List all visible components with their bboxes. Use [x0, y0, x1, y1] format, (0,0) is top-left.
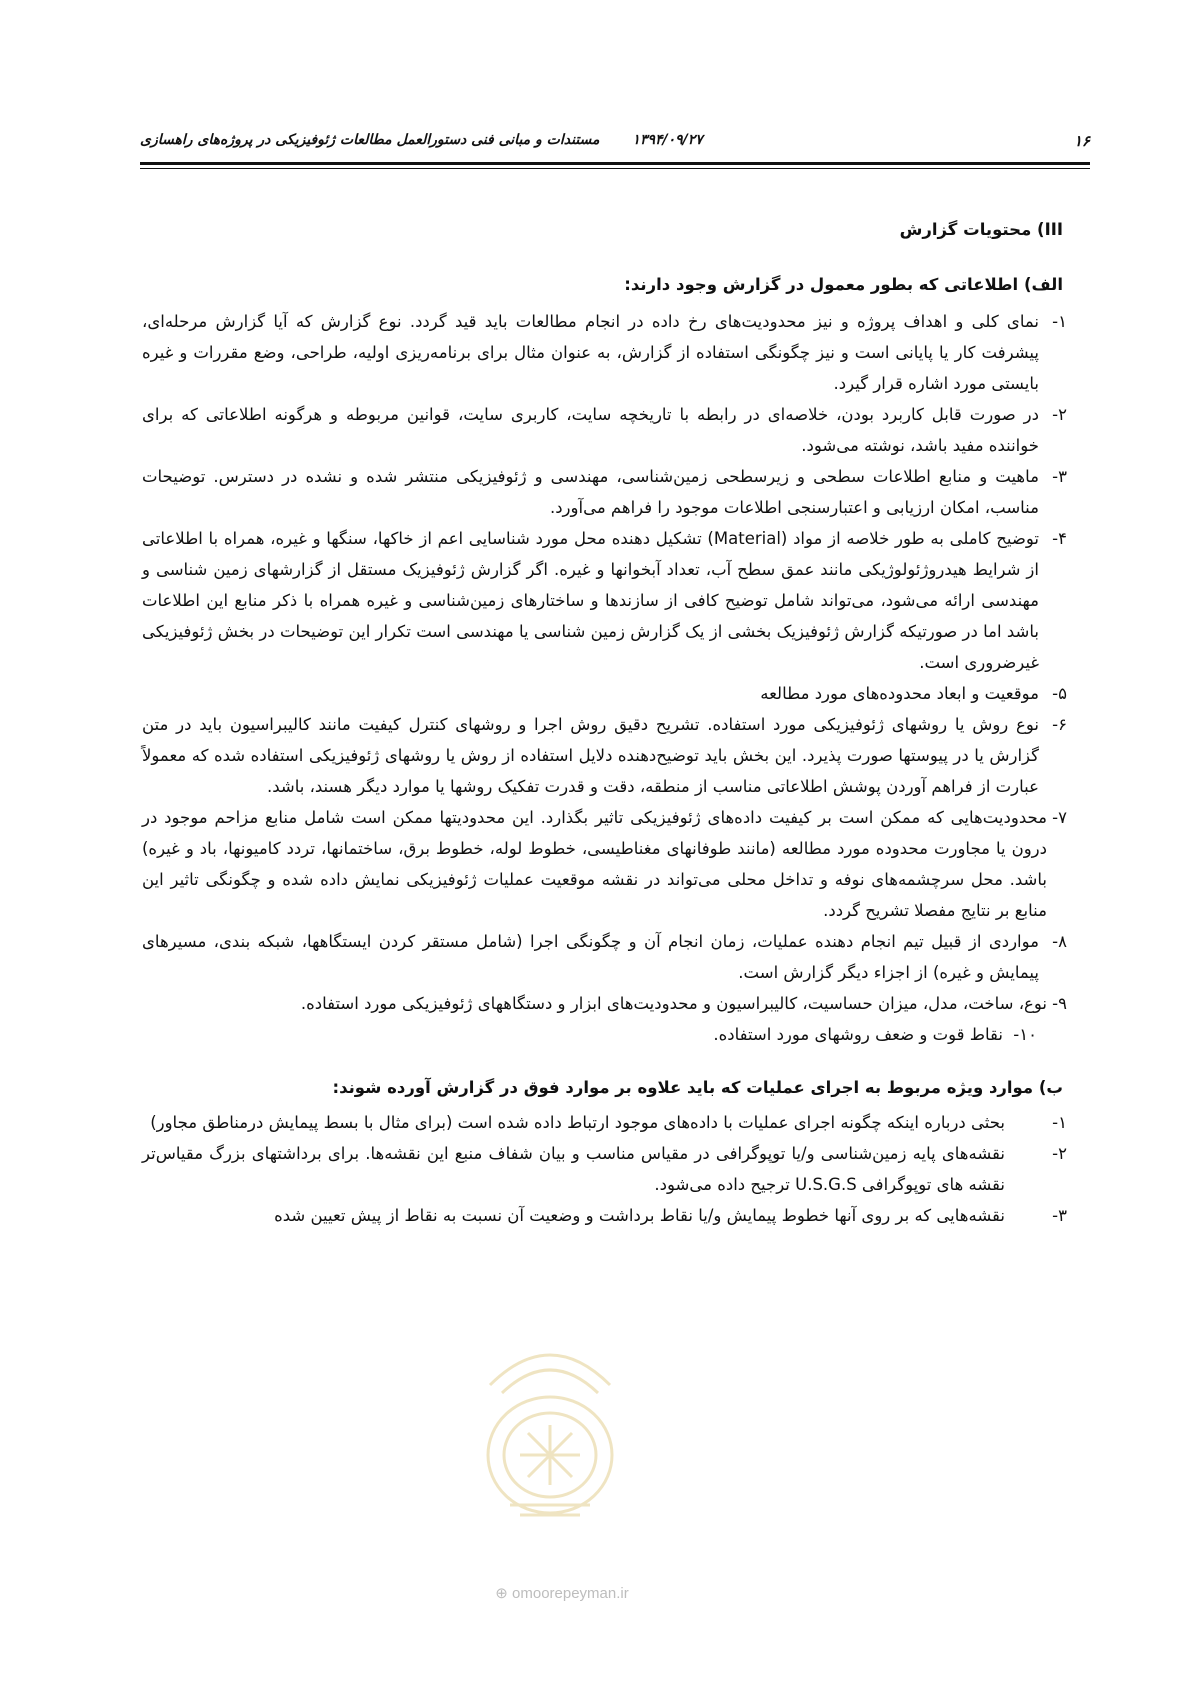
item-text: موقعیت و ابعاد محدوده‌های مورد مطالعه — [760, 684, 1039, 703]
header-date: ۱۳۹۴/۰۹/۲۷ — [632, 132, 703, 148]
list-item — [142, 306, 1067, 399]
list-item — [142, 926, 1067, 988]
header-rule-thick — [140, 162, 1090, 165]
item-text: توضیح کاملی به طور خلاصه از مواد (Material) تشکیل دهنده محل مورد شناسایی اعم از خاکها، سنگها و غیره، همراه با اطلاعاتی از شرایط هیدروژئولوژیکی مانند عمق سطح آب، تعداد آبخوانها و غیره. اگر گزارش ژئوفیزیک مستقل از گزارشهای زمین شناسی و مهندسی ارائه می‌شود، می‌تواند شامل توضیح کافی از سازندها و ساختارهای زمین‌شناسی و غیره همراه با ذکر منابع این اطلاعات باشد اما در صورتیکه گزارش ژئوفیزیک بخشی از یک گزارش زمین شناسی یا مهندسی است تکرار این توضیحات در بخش ژئوفیزیکی غیرضروری است. — [142, 529, 1040, 672]
item-number: ۲- — [1052, 405, 1067, 424]
item-number: ۴- — [1052, 529, 1067, 548]
part-b-list — [142, 1107, 1067, 1231]
item-number: ۳- — [1052, 1206, 1067, 1225]
item-number: ۷- — [1052, 808, 1067, 827]
part-a-list — [142, 306, 1067, 1050]
item-text: نقاط قوت و ضعف روشهای مورد استفاده. — [713, 1025, 1003, 1044]
list-item — [142, 1107, 1067, 1138]
item-text: در صورت قابل کاربرد بودن، خلاصه‌ای در رابطه با تاریخچه سایت، کاربری سایت، قوانین مربوطه و هرگونه اطلاعاتی که برای خواننده مفید باشد، نوشته می‌شود. — [142, 405, 1039, 455]
item-text: ماهیت و منابع اطلاعات سطحی و زیرسطحی زمین‌شناسی، مهندسی و ژئوفیزیکی منتشر شده و نشده در دسترس. توضیحات مناسب، امکان ارزیابی و اعتبارسنجی اطلاعات موجود را فراهم می‌آورد. — [142, 467, 1039, 517]
item-text: نقشه‌هایی که بر روی آنها خطوط پیمایش و/یا نقاط برداشت و وضعیت آن نسبت به نقاط از پیش تعیین شده — [274, 1206, 1005, 1225]
list-item — [142, 709, 1067, 802]
part-a-heading: الف) اطلاعاتی که بطور معمول در گزارش وجود دارند: — [624, 275, 1063, 294]
item-number: ۲- — [1052, 1144, 1067, 1163]
section-heading: III) محتویات گزارش — [899, 220, 1063, 239]
header-title-line — [140, 132, 703, 148]
item-number: ۱۰- — [1013, 1025, 1037, 1044]
list-item — [142, 1019, 1067, 1050]
list-item — [142, 399, 1067, 461]
item-text: نوع، ساخت، مدل، میزان حساسیت، کالیبراسیون و محدودیت‌های ابزار و دستگاههای ژئوفیزیکی مورد استفاده. — [300, 994, 1047, 1013]
item-text: بحثی درباره اینکه چگونه اجرای عملیات با داده‌های موجود ارتباط داده شده است (برای مثال با بسط پیمایش درمناطق مجاور) — [150, 1113, 1005, 1132]
item-text: نمای کلی و اهداف پروژه و نیز محدودیت‌های رخ داده در انجام مطالعات باید قید گردد. نوع گزارش که آیا گزارش مرحله‌ای، پیشرفت کار یا پایانی است و نیز چگونگی استفاده از گزارش، به عنوان مثال برای برنامه‌ریزی اولیه، طراحی، وضع مقررات و غیره بایستی مورد اشاره قرار گیرد. — [142, 312, 1039, 393]
page-body — [142, 214, 1067, 1231]
item-number: ۸- — [1052, 932, 1067, 951]
list-item — [142, 1200, 1067, 1231]
list-item — [142, 523, 1067, 678]
list-item — [142, 461, 1067, 523]
item-number: ۹- — [1052, 994, 1067, 1013]
item-text: محدودیت‌هایی که ممکن است بر کیفیت داده‌های ژئوفیزیکی تاثیر بگذارد. این محدودیتها ممکن است شامل منابع مزاحم موجود در درون یا مجاورت محدوده مورد مطالعه (مانند طوفانهای مغناطیسی، خطوط لوله، خطوط برق، ساختمانها، تردد کامیونها، باد و غیره) باشد. محل سرچشمه‌های نوفه و تداخل محلی می‌تواند در نقشه موقعیت عملیات ژئوفیزیکی نمایش داده شده و چگونگی تاثیر این منابع بر نتایج مفصلا تشریح گردد. — [142, 808, 1047, 920]
item-text: نوع روش یا روشهای ژئوفیزیکی مورد استفاده. تشریح دقیق روش اجرا و روشهای کنترل کیفیت مانند کالیبراسیون باید در متن گزارش یا در پیوستها صورت پذیرد. این بخش باید توضیح‌دهنده دلایل استفاده از روش یا روشهای ژئوفیزیکی استفاده شده که معمولاً عبارت از فراهم آوردن پوشش اطلاعاتی مناسب از منطقه، دقت و قدرت تفکیک روشها یا موارد دیگر هسند، باشد. — [142, 715, 1039, 796]
list-item — [142, 678, 1067, 709]
watermark-site: ⊕ omoorepeyman.ir — [495, 1585, 629, 1602]
item-number: ۶- — [1052, 715, 1067, 734]
item-number: ۳- — [1052, 467, 1067, 486]
header-title: مستندات و مبانی فنی دستورالعمل مطالعات ژئوفیزیکی در پروژه‌های راهسازی — [140, 132, 600, 148]
watermark-site-text: omoorepeyman.ir — [512, 1585, 629, 1602]
list-item — [142, 988, 1067, 1019]
watermark-seal-icon — [450, 1315, 650, 1525]
item-number: ۱- — [1052, 312, 1067, 331]
header-rule-thin — [140, 168, 1090, 169]
list-item — [142, 1138, 1067, 1200]
page-number: ۱۶ — [1073, 132, 1090, 150]
item-number: ۱- — [1052, 1113, 1067, 1132]
item-text: نقشه‌های پایه زمین‌شناسی و/یا توپوگرافی در مقیاس مناسب و بیان شفاف منبع این نقشه‌ها. برای برداشتهای بزرگ مقیاس‌تر نقشه های توپوگرافی U.S.G.S ترجیح داده می‌شود. — [142, 1144, 1005, 1194]
item-number: ۵- — [1052, 684, 1067, 703]
list-item — [142, 802, 1067, 926]
part-b-heading: ب) موارد ویژه مربوط به اجرای عملیات که باید علاوه بر موارد فوق در گزارش آورده شوند: — [332, 1078, 1063, 1097]
item-text: مواردی از قبیل تیم انجام دهنده عملیات، زمان انجام آن و چگونگی اجرا (شامل مستقر کردن ایستگاهها، شبکه بندی، مسیرهای پیمایش و غیره) از اجزاء دیگر گزارش است. — [142, 932, 1039, 982]
